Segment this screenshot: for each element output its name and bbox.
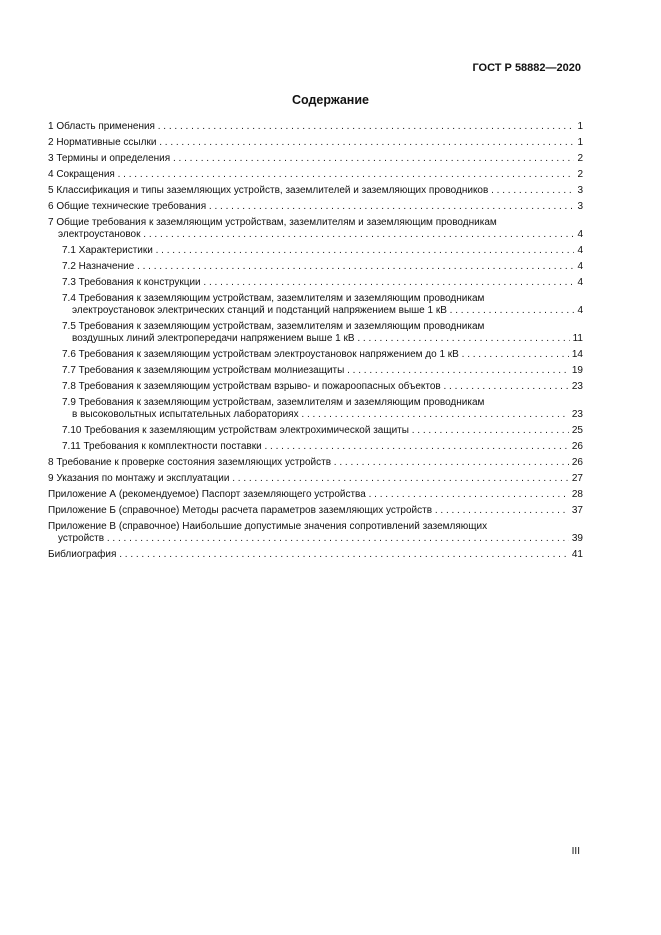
toc-entry-page: 11 (572, 333, 583, 344)
toc-entry-page: 39 (571, 533, 583, 544)
toc-entry[interactable] (48, 293, 583, 317)
toc-entry-page: 25 (571, 425, 583, 436)
dot-leader (355, 333, 570, 344)
toc-entry-page: 23 (571, 381, 583, 392)
toc-entry-text (62, 321, 570, 345)
toc-entry[interactable] (48, 321, 583, 345)
toc-entry-line: 7.5 Требования к заземляющим устройствам, заземлителям и заземляющим проводникам (62, 321, 485, 332)
toc-entry-page: 26 (571, 457, 583, 468)
toc-entry-title: 4 Сокращения (48, 169, 115, 180)
dot-leader (104, 533, 569, 544)
toc-entry-page: 3 (577, 185, 583, 196)
toc-entry-text (48, 489, 569, 501)
toc-entry[interactable] (48, 425, 583, 437)
toc-entry-title: 8 Требование к проверке состояния заземляющих устройств (48, 457, 332, 468)
toc-entry[interactable] (48, 185, 583, 197)
toc-entry-text (62, 381, 569, 393)
toc-entry-text (48, 473, 569, 485)
toc-entry[interactable] (48, 349, 583, 361)
toc-entry-text (48, 153, 574, 165)
toc-entry-title: 7.6 Требования к заземляющим устройствам электроустановок напряжением до 1 кВ (62, 349, 459, 360)
toc-entry-text (48, 521, 569, 545)
toc-entry-page: 4 (577, 277, 583, 288)
dot-leader (155, 121, 574, 132)
toc-entry-title: 5 Классификация и типы заземляющих устройств, заземлителей и заземляющих проводников (48, 185, 489, 196)
toc-entry-title: 7.10 Требования к заземляющим устройствам электрохимической защиты (62, 425, 409, 436)
toc-entry-title: 1 Область применения (48, 121, 155, 132)
dot-leader (229, 473, 568, 484)
dot-leader (459, 349, 569, 360)
toc-entry[interactable] (48, 137, 583, 149)
dot-leader (488, 185, 574, 196)
toc-entry[interactable] (48, 365, 583, 377)
toc-entry-text (62, 349, 569, 361)
page-number: III (571, 846, 580, 857)
toc-entry-title: 9 Указания по монтажу и эксплуатации (48, 473, 230, 484)
dot-leader (447, 305, 575, 316)
toc-entry[interactable] (48, 549, 583, 561)
toc-entry-line: 7.4 Требования к заземляющим устройствам, заземлителям и заземляющим проводникам (62, 293, 485, 304)
toc-entry-text (62, 425, 569, 437)
toc-entry[interactable] (48, 121, 583, 133)
toc-entry[interactable] (48, 457, 583, 469)
dot-leader (170, 153, 574, 164)
dot-leader (262, 441, 569, 452)
toc-entry-page: 28 (571, 489, 583, 500)
toc-entry-text (48, 217, 574, 241)
dot-leader (116, 549, 568, 560)
toc-entry-title: в высоковольтных испытательных лабораториях (72, 409, 299, 420)
toc-entry-text (62, 245, 574, 257)
toc-entry-page: 37 (571, 505, 583, 516)
toc-entry[interactable] (48, 505, 583, 517)
toc-entry-text (48, 121, 574, 133)
dot-leader (115, 169, 575, 180)
toc-entry-title: устройств (58, 533, 105, 544)
toc-entry-title: 7.8 Требования к заземляющим устройствам взрыво- и пожароопасных объектов (62, 381, 441, 392)
toc-entry-text (62, 441, 569, 453)
toc-entry-title: 7.1 Характеристики (62, 245, 153, 256)
toc-entry-text (62, 365, 569, 377)
toc-entry-title: Библиография (48, 549, 117, 560)
toc-entry-page: 41 (571, 549, 583, 560)
toc-entry-title: 7.7 Требования к заземляющим устройствам молниезащиты (62, 365, 345, 376)
toc-entry-text (62, 293, 574, 317)
toc-entry-line: 7 Общие требования к заземляющим устройствам, заземлителям и заземляющим проводникам (48, 217, 497, 228)
toc-entry-page: 2 (577, 169, 583, 180)
toc-entry-text (62, 397, 569, 421)
dot-leader (366, 489, 569, 500)
dot-leader (299, 409, 569, 420)
toc-entry-title: Приложение Б (справочное) Методы расчета параметров заземляющих устройств (48, 505, 433, 516)
dot-leader (156, 137, 574, 148)
toc-entry-page: 4 (577, 245, 583, 256)
dot-leader (206, 201, 574, 212)
toc-entry-text (48, 137, 574, 149)
toc-entry[interactable] (48, 169, 583, 181)
toc-entry[interactable] (48, 245, 583, 257)
table-of-contents (48, 121, 583, 565)
document-number: ГОСТ Р 58882—2020 (472, 62, 581, 74)
dot-leader (134, 261, 574, 272)
toc-entry[interactable] (48, 261, 583, 273)
toc-entry[interactable] (48, 201, 583, 213)
toc-entry[interactable] (48, 153, 583, 165)
toc-entry-page: 3 (577, 201, 583, 212)
toc-entry-page: 19 (571, 365, 583, 376)
toc-entry[interactable] (48, 277, 583, 289)
toc-entry-title: воздушных линий электропередачи напряжением выше 1 кВ (72, 333, 355, 344)
toc-entry-text (48, 457, 569, 469)
toc-entry-title: Приложение А (рекомендуемое) Паспорт заземляющего устройства (48, 489, 366, 500)
toc-entry-page: 1 (577, 121, 583, 132)
toc-entry-page: 23 (571, 409, 583, 420)
dot-leader (153, 245, 575, 256)
toc-entry-page: 14 (571, 349, 583, 360)
toc-entry-title: электроустановок (58, 229, 141, 240)
toc-entry-title: 7.2 Назначение (62, 261, 135, 272)
toc-entry[interactable] (48, 521, 583, 545)
toc-entry-text (62, 261, 574, 273)
dot-leader (201, 277, 575, 288)
toc-entry-page: 1 (577, 137, 583, 148)
toc-entry-line: Приложение В (справочное) Наибольшие допустимые значения сопротивлений заземляющих (48, 521, 488, 532)
toc-entry[interactable] (48, 489, 583, 501)
toc-entry[interactable] (48, 217, 583, 241)
toc-entry-text (48, 201, 574, 213)
toc-entry-page: 2 (577, 153, 583, 164)
toc-entry-text (48, 185, 574, 197)
dot-leader (441, 381, 569, 392)
toc-entry-page: 4 (577, 305, 583, 316)
toc-entry-page: 4 (577, 261, 583, 272)
toc-entry[interactable] (48, 441, 583, 453)
toc-entry-title: 2 Нормативные ссылки (48, 137, 157, 148)
toc-entry[interactable] (48, 381, 583, 393)
page-title: Содержание (291, 93, 369, 107)
dot-leader (409, 425, 569, 436)
dot-leader (331, 457, 569, 468)
toc-entry-text (48, 505, 569, 517)
toc-entry-text (62, 277, 574, 289)
dot-leader (344, 365, 569, 376)
toc-entry-text (48, 169, 574, 181)
toc-entry[interactable] (48, 397, 583, 421)
toc-entry-title: 3 Термины и определения (48, 153, 171, 164)
toc-entry-title: 7.3 Требования к конструкции (62, 277, 201, 288)
toc-entry-text (48, 549, 569, 561)
toc-entry-page: 4 (577, 229, 583, 240)
toc-entry-page: 26 (571, 441, 583, 452)
toc-entry-title: электроустановок электрических станций и подстанций напряжением выше 1 кВ (72, 305, 447, 316)
dot-leader (141, 229, 575, 240)
toc-entry-page: 27 (571, 473, 583, 484)
toc-entry[interactable] (48, 473, 583, 485)
dot-leader (432, 505, 569, 516)
toc-entry-title: 7.11 Требования к комплектности поставки (62, 441, 262, 452)
toc-entry-title: 6 Общие технические требования (48, 201, 207, 212)
toc-entry-line: 7.9 Требования к заземляющим устройствам, заземлителям и заземляющим проводникам (62, 397, 485, 408)
